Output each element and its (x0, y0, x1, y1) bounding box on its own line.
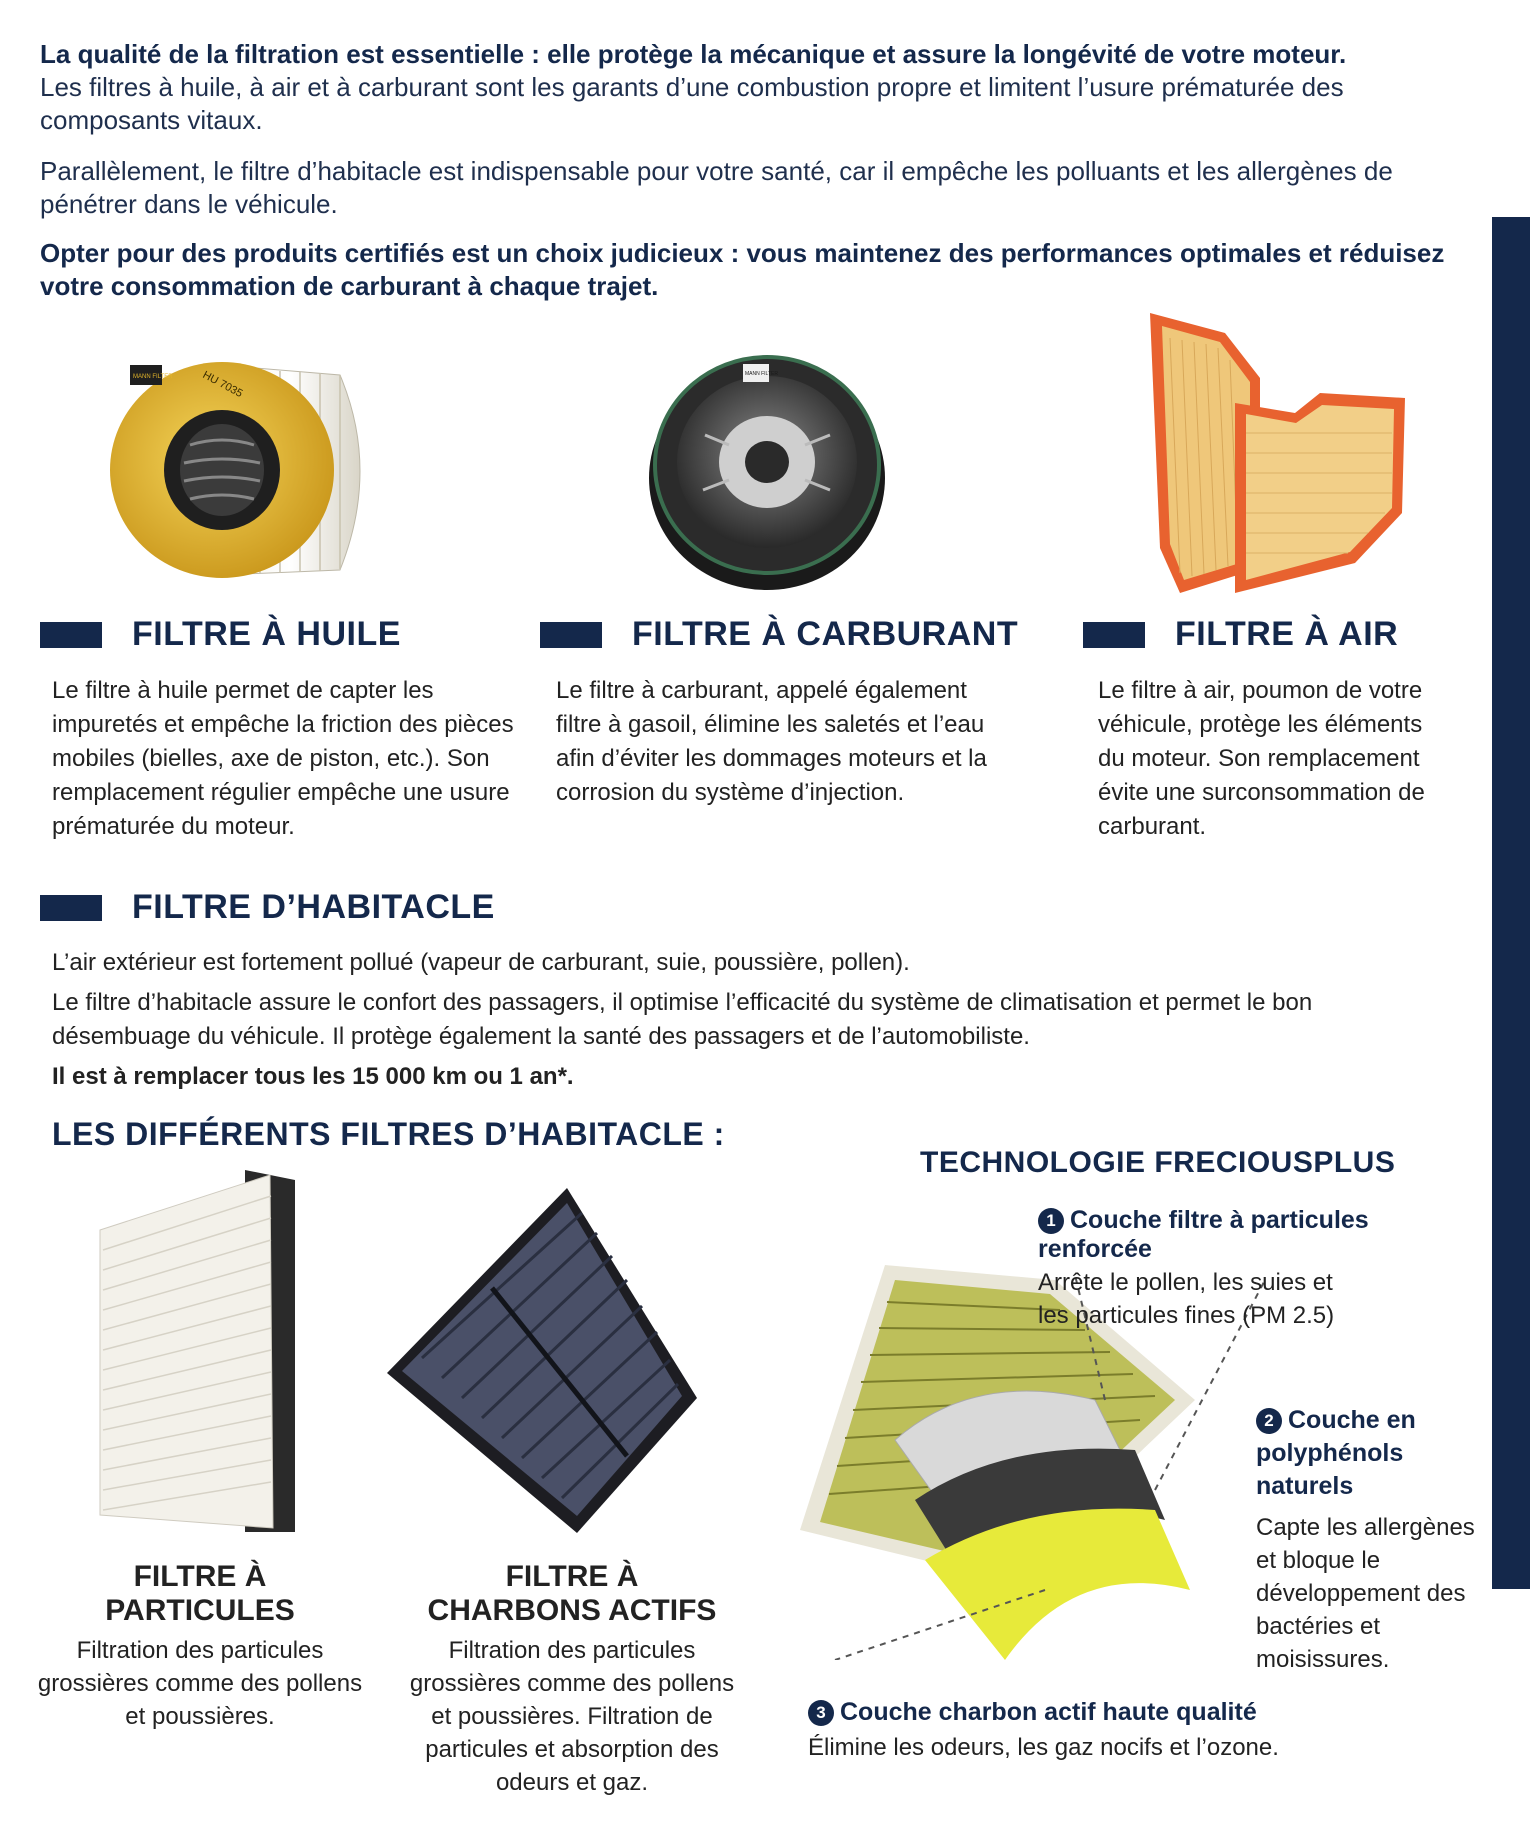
intro-paragraph-3 (40, 237, 1460, 303)
layer-1-block (1038, 1206, 1478, 1332)
layer-2-title: Couche en polyphénols naturels (1256, 1406, 1416, 1500)
heading-bar (40, 895, 102, 921)
layer-3-title-row (808, 1698, 1348, 1727)
activated-carbon-text: Filtration des particules grossières comme des pollens et poussières. Filtration de particules et absorption des odeurs et gaz. (409, 1637, 735, 1796)
cabin-line-3: Il est à remplacer tous les 15 000 km ou 1 an*. (52, 1063, 574, 1090)
activated-carbon-title-1: FILTRE À (505, 1560, 639, 1593)
layer-3-number: 3 (808, 1700, 834, 1726)
layer-2-number: 2 (1256, 1408, 1282, 1434)
oil-filter-image (80, 345, 400, 595)
intro-paragraph-2: Parallèlement, le filtre d’habitacle est indispensable pour votre santé, car il empêche les polluants et les allergènes de pénétrer dans le véhicule. (40, 156, 1393, 219)
oil-filter-description: Le filtre à huile permet de capter les impuretés et empêche la friction des pièces mobiles (bielles, axe de piston, etc.). Son remplacement régulier empêche une usure prématurée du moteur. (52, 677, 514, 840)
air-filter-title: FILTRE À AIR (1175, 615, 1399, 653)
oil-filter-title: FILTRE À HUILE (132, 615, 401, 653)
layer-3-text: Élimine les odeurs, les gaz nocifs et l’ozone. (808, 1734, 1279, 1761)
layer-1-title-row (1038, 1206, 1478, 1264)
particle-filter-caption (30, 1560, 370, 1733)
layer-3-title: Couche charbon actif haute qualité (840, 1698, 1257, 1726)
air-filter-description: Le filtre à air, poumon de votre véhicule, protège les éléments du moteur. Son remplacement évite une surconsommation de carburant. (1098, 677, 1425, 840)
oil-filter-brand: MANN FILTER (133, 374, 173, 380)
layer-2-title-row (1256, 1404, 1481, 1503)
fuel-filter-heading (540, 615, 1018, 654)
heading-bar (540, 622, 602, 648)
particle-filter-title-2: PARTICULES (105, 1594, 295, 1627)
oil-filter-heading (40, 615, 401, 654)
heading-bar (40, 622, 102, 648)
layer-1-text: Arrête le pollen, les suies et les particules fines (PM 2.5) (1038, 1269, 1335, 1329)
particle-filter-text: Filtration des particules grossières comme des pollens et poussières. (37, 1637, 363, 1730)
fuel-filter-title: FILTRE À CARBURANT (632, 615, 1019, 653)
fuel-filter-description: Le filtre à carburant, appelé également filtre à gasoil, élimine les saletés et l’eau afin d’éviter les dommages moteurs et la corrosion du système d’injection. (556, 677, 987, 806)
cabin-filters-heading: LES DIFFÉRENTS FILTRES D’HABITACLE : (52, 1116, 725, 1152)
intro-p1-bold: La qualité de la filtration est essentielle : elle protège la mécanique et assure la longévité de votre moteur. (40, 39, 1347, 69)
cabin-filter-title: FILTRE D’HABITACLE (132, 888, 495, 926)
activated-carbon-title-2: CHARBONS ACTIFS (427, 1594, 717, 1627)
activated-carbon-filter-image (382, 1188, 702, 1538)
layer-3-block (808, 1698, 1348, 1764)
layer-1-title: Couche filtre à particules renforcée (1038, 1206, 1369, 1263)
fuel-filter-brand: MANN FILTER (745, 371, 778, 377)
layer-2-block (1256, 1404, 1481, 1676)
particle-filter-image (95, 1170, 300, 1540)
side-accent-bar (1492, 217, 1530, 1589)
cabin-filter-heading (40, 888, 495, 927)
particle-filter-title-1: FILTRE À (133, 1560, 267, 1593)
intro-p3-bold: Opter pour des produits certifiés est un choix judicieux : vous maintenez des performances optimales et réduisez votre consommation de carburant à chaque trajet. (40, 238, 1445, 301)
technology-title: TECHNOLOGIE FRECIOUSPLUS (920, 1146, 1396, 1179)
intro-block (40, 38, 1460, 303)
air-filter-heading (1083, 615, 1398, 654)
intro-p1-regular: Les filtres à huile, à air et à carburant sont les garants d’une combustion propre et limitent l’usure prématurée des composants vitaux. (40, 72, 1344, 135)
air-filter-image (1140, 308, 1415, 598)
intro-paragraph-1 (40, 38, 1460, 137)
layer-2-text: Capte les allergènes et bloque le développement des bactéries et moisissures. (1256, 1514, 1475, 1673)
cabin-line-2: Le filtre d’habitacle assure le confort des passagers, il optimise l’efficacité du système de climatisation et permet le bon désembuage du véhicule. Il protège également la santé des passagers et de l’automobiliste. (52, 989, 1313, 1050)
oil-filter-code: HU 7035 (200, 369, 245, 401)
cabin-line-1: L’air extérieur est fortement pollué (vapeur de carburant, suie, poussière, pollen). (52, 949, 910, 976)
heading-bar (1083, 622, 1145, 648)
fuel-filter-image (645, 340, 890, 595)
activated-carbon-filter-caption (402, 1560, 742, 1799)
layer-1-number: 1 (1038, 1208, 1064, 1234)
